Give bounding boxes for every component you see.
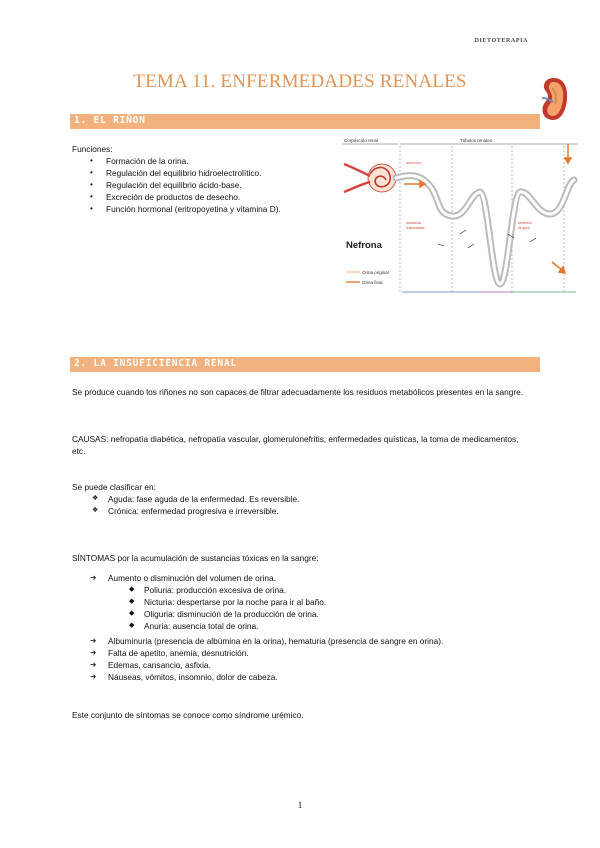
list-item: ◆ Nicturia: despertarse por la noche para ir al baño.: [129, 596, 529, 608]
list-item: ◆ Poliuria: producción excesiva de orina.: [129, 584, 529, 596]
list-item: • Excreción de productos de desecho.: [88, 191, 338, 203]
sintomas-paragraph: [72, 552, 532, 564]
svg-text:secreción: secreción: [518, 221, 532, 225]
list-item: ➔ Náuseas, vómitos, insomnio, dolor de cabeza.: [90, 671, 530, 683]
list-item: ◆ Oliguria: disminución de la producción de orina.: [129, 608, 529, 620]
list-item: • Formación de la orina.: [88, 155, 338, 167]
causas-label: CAUSAS: [72, 434, 107, 444]
list-item: ➔ Albuminuria (presencia de albúmina en la orina), hematuria (presencia de sangre en orina).: [90, 635, 530, 647]
list-item: • Función hormonal (eritropoyetina y vitamina D).: [88, 203, 338, 215]
list-item: ➔ Edemas, cansancio, asfixia.: [90, 659, 530, 671]
page-number: 1: [297, 800, 303, 810]
clasificacion-list: [90, 493, 490, 517]
list-item: ➔ Falta de apetito, anemia, desnutrición.: [90, 647, 530, 659]
otros-sintomas-list: [90, 635, 530, 683]
list-item: ❖ Aguda: fase aguda de la enfermedad. Es reversible.: [90, 493, 490, 505]
list-item: • Regulación del equilibrio hidroelectrolítico.: [88, 167, 338, 179]
sintomas-text: por la acumulación de sustancias tóxicas en la sangre:: [115, 553, 319, 563]
intro-paragraph: Se produce cuando los riñones no son capaces de filtrar adecuadamente los residuos metabólicos presentes en la sangre.: [72, 387, 524, 397]
svg-text:ácido úrico: ácido úrico: [406, 161, 422, 165]
tubulos-label: Túbulos renales: [460, 138, 493, 143]
nephron-diagram: [340, 134, 580, 300]
svg-text:reabsorbidas: reabsorbidas: [406, 226, 425, 230]
causas-text: : nefropatía diabética, nefropatía vascular, glomerulonefritis, enfermedades quísticas, la toma de medicamentos, etc.: [72, 434, 519, 456]
list-item: • Regulación del equilibrio ácido-base.: [88, 179, 338, 191]
list-item: ◆ Anuria: ausencia total de orina.: [129, 620, 529, 632]
list-item: ➔ Aumento o disminución del volumen de orina.: [90, 572, 530, 584]
corpusculo-label: Corpúsculo renal: [344, 138, 379, 143]
sintomas-label: SÍNTOMAS: [72, 553, 116, 563]
section-heading-insuficiencia: [70, 357, 540, 372]
section-heading-text: 1. EL RIÑON: [74, 115, 146, 126]
causas-paragraph: [72, 433, 532, 457]
section-heading-text: 2. LA INSUFICIENCIA RENAL: [74, 358, 237, 369]
sub-sintomas-list: [129, 584, 529, 632]
nefrona-label: Nefrona: [346, 240, 382, 251]
legend-orina-final: Orina final: [362, 280, 383, 285]
functions-list: [88, 155, 338, 215]
page-title: TEMA 11. ENFERMEDADES RENALES: [133, 71, 467, 92]
clasificar-label: Se puede clasificar en:: [72, 482, 156, 492]
conclusion-paragraph: Este conjunto de síntomas se conoce como síndrome urémico.: [72, 710, 304, 720]
list-item: ❖ Crónica: enfermedad progresiva e irreversible.: [90, 505, 490, 517]
svg-text:de agua: de agua: [518, 226, 530, 230]
section-heading-rinon: [70, 114, 540, 129]
sintoma-volumen-list: [90, 572, 530, 584]
functions-label: Funciones:: [72, 144, 113, 154]
svg-text:sustancias: sustancias: [406, 221, 422, 225]
legend-orina-original: Orina original: [362, 270, 389, 275]
header-tag: DIETOTERAPIA: [474, 38, 528, 44]
